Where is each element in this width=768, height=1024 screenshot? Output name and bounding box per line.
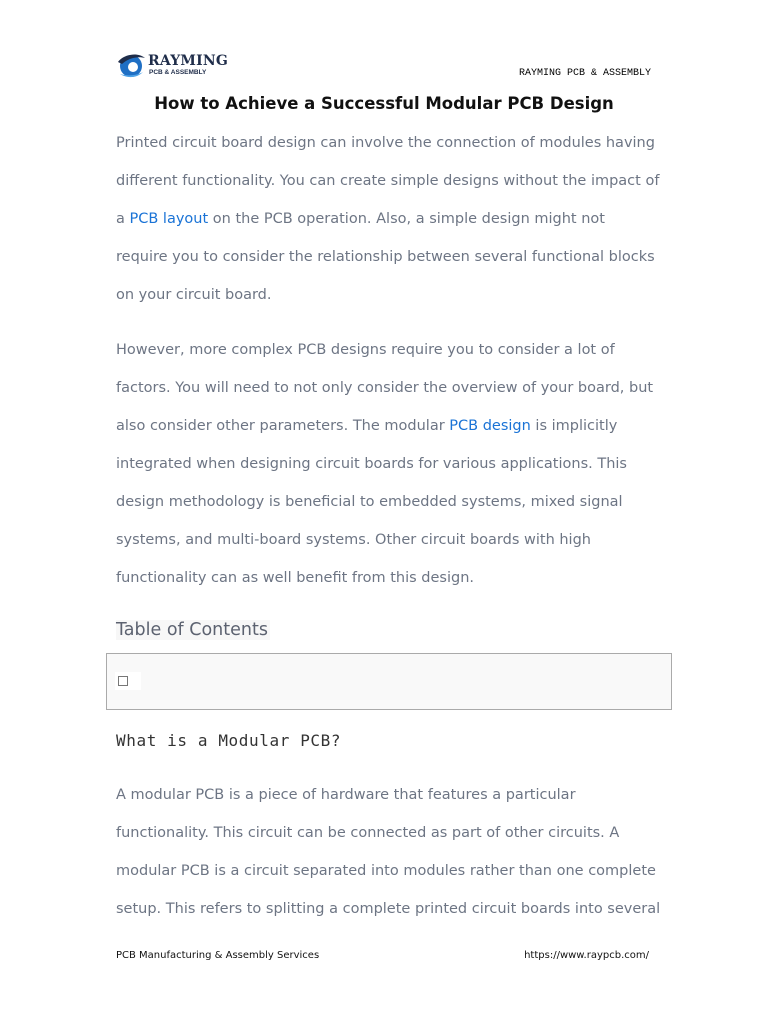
intro-paragraph-1 — [116, 124, 661, 314]
header-company-name: RAYMING PCB & ASSEMBLY — [518, 68, 651, 79]
toc-heading: Table of Contents — [116, 620, 268, 640]
intro-paragraph-1-text-a: Printed circuit board design can involve the connection of modules having different functionality. You can create simple designs without the impact of a — [116, 135, 660, 227]
toc-toggle-checkbox[interactable] — [115, 672, 141, 690]
table-of-contents-box — [106, 653, 672, 710]
intro-paragraph-2-text-a: However, more complex PCB designs require you to consider a lot of factors. You will need to not only consider the overview of your board, but also consider other parameters. The modular — [116, 342, 654, 434]
pcb-design-link[interactable]: PCB design — [449, 418, 531, 434]
logo-name: RAYMING — [148, 53, 228, 69]
section-paragraph-1: A modular PCB is a piece of hardware that features a particular functionality. This circuit can be connected as part of other circuits. A modular PCB is a circuit separated into modules rather than one complete setup. This refers to splitting a complete printed circuit boards into several — [116, 787, 661, 917]
page-title: How to Achieve a Successful Modular PCB Design — [154, 94, 614, 113]
intro-paragraph-2 — [116, 331, 661, 597]
rayming-logo-icon — [116, 50, 146, 80]
intro-paragraph-1-text-b: on the PCB operation. Also, a simple design might not require you to consider the relationship between several functional blocks on your circuit board. — [116, 211, 655, 303]
pcb-layout-link[interactable]: PCB layout — [129, 211, 209, 227]
logo-subtitle: PCB & ASSEMBLY — [149, 69, 207, 76]
section-heading: What is a Modular PCB? — [116, 731, 342, 750]
checkbox-icon — [118, 676, 128, 686]
rayming-logo — [116, 50, 228, 82]
intro-paragraph-2-text-b: is implicitly integrated when designing circuit boards for various applications. This design methodology is beneficial to embedded systems, mixed signal systems, and multi-board systems. Other circuit boards with high functionality can as well benefit from this design. — [116, 418, 627, 586]
footer-services: PCB Manufacturing & Assembly Services — [116, 950, 320, 961]
footer-url: https://www.raypcb.com/ — [524, 950, 649, 961]
